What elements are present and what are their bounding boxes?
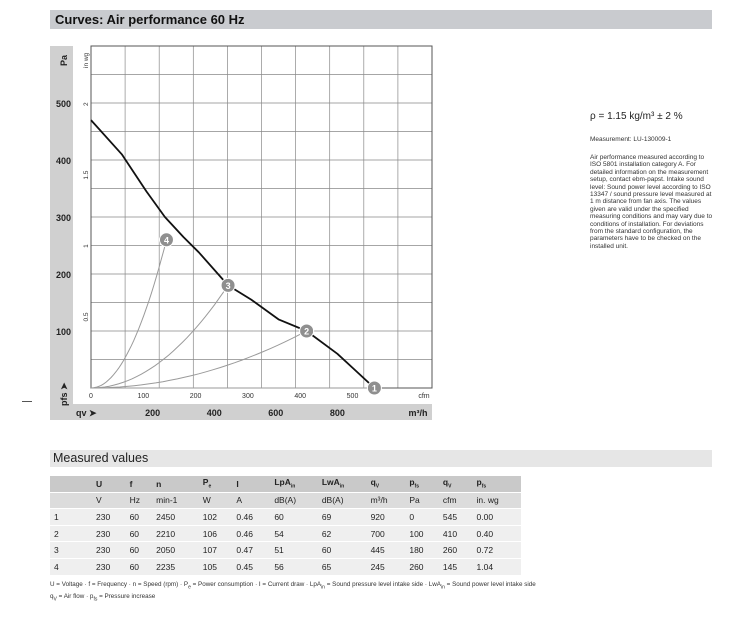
- table-cell: 0.72: [473, 542, 522, 559]
- table-row: [50, 525, 521, 542]
- table-cell: 51: [270, 542, 318, 559]
- table-cell: 60: [270, 509, 318, 526]
- measurement-description: Air performance measured according to ISO 5801 installation category A. For detailed information on the measurement setup, contact ebm-papst. Intake sound level: Sound power level according to ISO 13347 / sound pressure level measured at 1 m distance from fan axis. The values given are valid under the specified measuring conditions and may vary due to conditions of installation. For deviations from the standard configuration, the parameters have to be checked on the installed unit.: [590, 154, 713, 250]
- page-title: Curves: Air performance 60 Hz: [55, 12, 245, 27]
- y-tick-label-pa: 500: [55, 99, 71, 109]
- table-cell: 230: [92, 558, 126, 575]
- y-tick-label-inwg: 1.5: [83, 170, 90, 180]
- table-cell: dB(A): [270, 492, 318, 509]
- table-cell: 0: [405, 509, 439, 526]
- table-cell: LpA$_{in}$: [270, 476, 318, 492]
- table-cell: 3: [50, 542, 92, 559]
- measured-values-table: [50, 476, 521, 576]
- table-cell: 180: [405, 542, 439, 559]
- table-cell: W: [199, 492, 233, 509]
- table-cell: $p_{fs}$: [405, 476, 439, 492]
- measurement-id: Measurement: LU-130009-1: [590, 136, 672, 143]
- table-cell: $P_e$: [199, 476, 233, 492]
- table-cell: 56: [270, 558, 318, 575]
- y-tick-label-pa: 300: [55, 213, 71, 223]
- table-cell: 60: [126, 542, 153, 559]
- x-tick-label-cfm: 200: [189, 393, 202, 400]
- y-tick-label-inwg: 1: [83, 244, 90, 248]
- operating-point-label: 3: [225, 280, 231, 291]
- operating-point-label: 1: [371, 383, 377, 394]
- table-cell: 2235: [152, 558, 199, 575]
- system-curve-3: [91, 285, 228, 388]
- table-cell: 105: [199, 558, 233, 575]
- table-cell: 545: [439, 509, 473, 526]
- table-cell: 65: [318, 558, 367, 575]
- table-cell: 260: [405, 558, 439, 575]
- x-tick-label-m3h: 800: [329, 408, 345, 418]
- x-tick-label-m3h: 200: [145, 408, 161, 418]
- table-cell: min-1: [152, 492, 199, 509]
- table-cell: U: [92, 476, 126, 492]
- table-header-symbols: [50, 476, 521, 492]
- y-tick-label-pa: 100: [55, 327, 71, 337]
- x-axis-strip: [73, 404, 432, 420]
- table-cell: [50, 476, 92, 492]
- table-cell: 410: [439, 525, 473, 542]
- table-cell: 1: [50, 509, 92, 526]
- table-cell: 700: [367, 525, 406, 542]
- y-tick-label-pa: 400: [55, 156, 71, 166]
- table-cell: 0.00: [473, 509, 522, 526]
- table-cell: 230: [92, 525, 126, 542]
- y-tick-label-inwg: 0.5: [83, 312, 90, 322]
- legend-footnote-1: U = Voltage · f = Frequency · n = Speed $(rpm) \cdot P_e$ = Power consumption · I = Current draw · LpA$_{in}$ = Sound pressure level intake side · LwA$_{in}$ = Sound power level intake side: [50, 581, 536, 591]
- table-cell: 60: [318, 542, 367, 559]
- table-cell: 54: [270, 525, 318, 542]
- x-tick-label-cfm: 300: [242, 393, 254, 400]
- table-cell: 4: [50, 558, 92, 575]
- table-row: [50, 542, 521, 559]
- x-tick-label-cfm: 0: [89, 393, 93, 400]
- table-header-units: [50, 492, 521, 509]
- table-cell: I: [232, 476, 270, 492]
- table-row: [50, 558, 521, 575]
- table-cell: cfm: [439, 492, 473, 509]
- table-cell: $q_V$: [439, 476, 473, 492]
- legend-footnote-2: $q_V$ = Air flow · $p_{fs}$ = Pressure increase: [50, 593, 156, 603]
- table-cell: 2: [50, 525, 92, 542]
- x-axis-label-m3h: m³/h: [408, 408, 428, 418]
- table-row: [50, 509, 521, 526]
- y-axis-label-inwg: in wg: [83, 52, 90, 68]
- table-cell: 260: [439, 542, 473, 559]
- y-tick-label-pa: 200: [55, 270, 71, 280]
- table-cell: 1.04: [473, 558, 522, 575]
- table-cell: n: [152, 476, 199, 492]
- table-cell: 60: [126, 509, 153, 526]
- table-cell: 245: [367, 558, 406, 575]
- table-cell: 0.46: [232, 509, 270, 526]
- table-cell: 107: [199, 542, 233, 559]
- table-cell: dB(A): [318, 492, 367, 509]
- table-cell: A: [232, 492, 270, 509]
- table-cell: 2210: [152, 525, 199, 542]
- x-tick-label-cfm: 400: [294, 393, 307, 400]
- table-cell: [50, 492, 92, 509]
- measured-values-title: Measured values: [53, 451, 149, 465]
- table-cell: 445: [367, 542, 406, 559]
- operating-point-label: 2: [304, 326, 310, 337]
- x-axis-label-cfm: cfm: [418, 393, 430, 400]
- x-tick-label-cfm: 500: [346, 393, 359, 400]
- y-tick-label-inwg: 2: [83, 102, 90, 106]
- table-cell: 0.40: [473, 525, 522, 542]
- density-label: ρ = 1.15 kg/m³ ± 2 %: [590, 111, 683, 122]
- table-cell: 0.46: [232, 525, 270, 542]
- table-cell: 60: [126, 525, 153, 542]
- table-cell: 145: [439, 558, 473, 575]
- table-cell: $p_{fs}$: [473, 476, 522, 492]
- measured-values-header: [50, 450, 712, 467]
- table-cell: 69: [318, 509, 367, 526]
- table-cell: 106: [199, 525, 233, 542]
- table-cell: Pa: [405, 492, 439, 509]
- x-axis-symbol: qv ➤: [76, 408, 97, 418]
- table-cell: in. wg: [473, 492, 522, 509]
- operating-point-label: 4: [163, 235, 169, 246]
- table-cell: 0.45: [232, 558, 270, 575]
- y-axis-symbol: pfs ➤: [59, 382, 69, 406]
- table-cell: 62: [318, 525, 367, 542]
- x-tick-label-cfm: 100: [137, 393, 150, 400]
- table-cell: 60: [126, 558, 153, 575]
- y-axis-label-pa: Pa: [59, 54, 69, 66]
- table-cell: $q_V$: [367, 476, 406, 492]
- table-cell: 2450: [152, 509, 199, 526]
- table-cell: f: [126, 476, 153, 492]
- x-tick-label-m3h: 400: [206, 408, 222, 418]
- table-cell: LwA$_{in}$: [318, 476, 367, 492]
- table-cell: 230: [92, 542, 126, 559]
- table-cell: 2050: [152, 542, 199, 559]
- divider-mark: [22, 401, 32, 402]
- x-tick-label-m3h: 600: [268, 408, 284, 418]
- table-cell: 100: [405, 525, 439, 542]
- table-cell: m³/h: [367, 492, 406, 509]
- table-cell: 230: [92, 509, 126, 526]
- table-cell: 102: [199, 509, 233, 526]
- table-cell: 920: [367, 509, 406, 526]
- table-cell: 0.47: [232, 542, 270, 559]
- table-cell: V: [92, 492, 126, 509]
- table-cell: Hz: [126, 492, 153, 509]
